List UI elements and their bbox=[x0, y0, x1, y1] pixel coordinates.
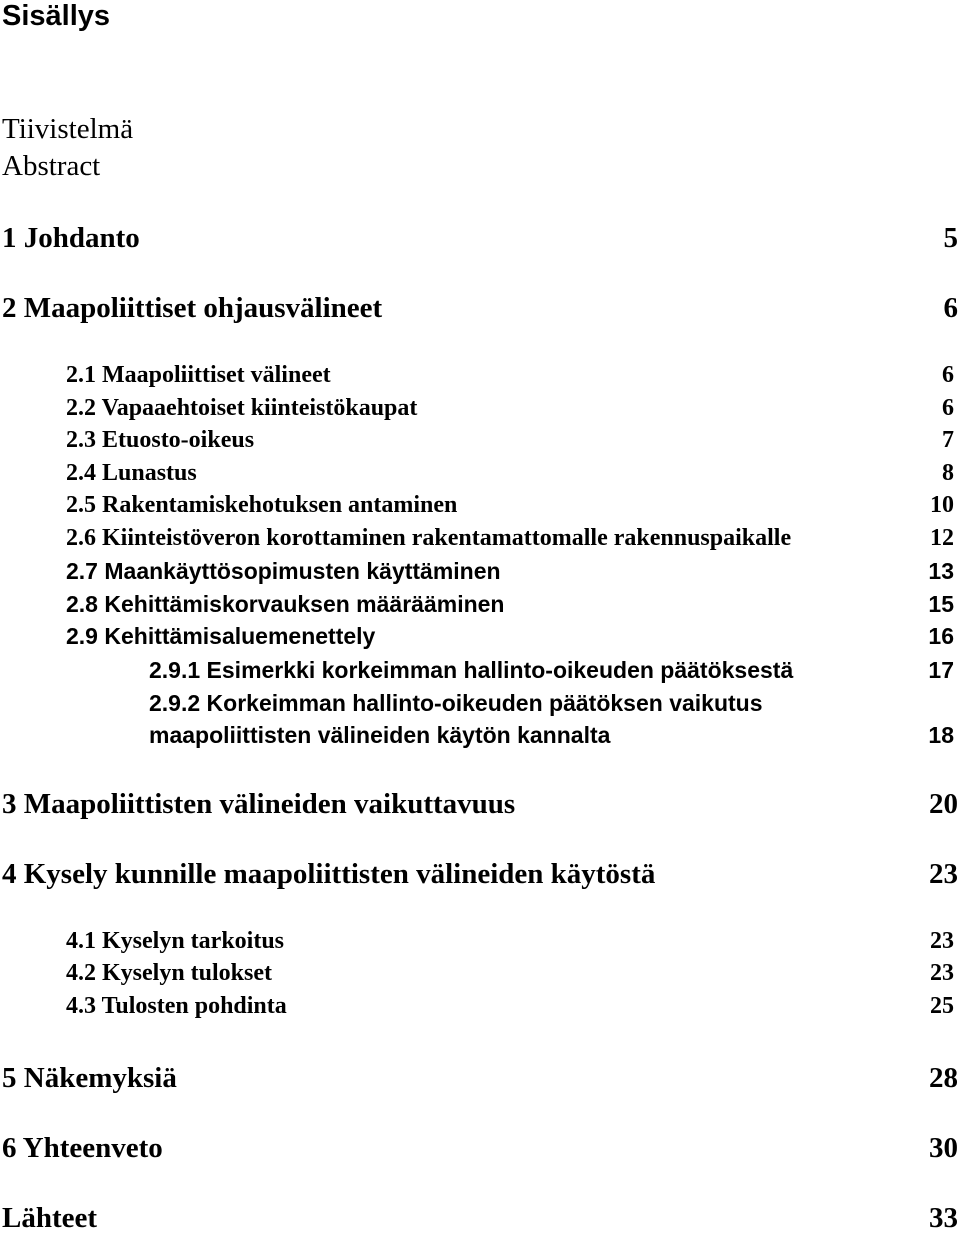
toc-references bbox=[0, 1202, 960, 1236]
toc-entry-title: 2.4 Lunastus bbox=[66, 460, 197, 486]
toc-entry-title: maapoliittisten välineiden käytön kannalta bbox=[149, 722, 611, 748]
toc-entry-title: Lähteet bbox=[2, 1202, 98, 1234]
toc-subsection-2-9-2-continued bbox=[0, 722, 960, 756]
toc-entry-title: 2 Maapoliittiset ohjausvälineet bbox=[2, 292, 383, 324]
toc-chapter-1 bbox=[0, 222, 960, 256]
toc-entry-page: 10 bbox=[930, 492, 954, 518]
toc-section-2-1 bbox=[0, 362, 960, 396]
toc-section-2-3 bbox=[0, 427, 960, 461]
toc-entry-page: 30 bbox=[929, 1132, 958, 1164]
toc-entry-title: 2.8 Kehittämiskorvauksen määrääminen bbox=[66, 591, 505, 617]
toc-entry-title: 2.9.1 Esimerkki korkeimman hallinto-oikeuden päätöksestä bbox=[149, 657, 794, 683]
toc-section-4-1 bbox=[0, 928, 960, 962]
toc-section-4-2 bbox=[0, 960, 960, 994]
toc-section-4-3 bbox=[0, 993, 960, 1027]
toc-entry-page: 5 bbox=[943, 222, 958, 254]
toc-entry-page: 18 bbox=[928, 722, 954, 748]
toc-entry-page: 23 bbox=[930, 928, 954, 954]
toc-section-2-9 bbox=[0, 623, 960, 657]
toc-chapter-3 bbox=[0, 788, 960, 822]
toc-section-2-4 bbox=[0, 460, 960, 494]
toc-entry-title: 1 Johdanto bbox=[2, 222, 140, 254]
toc-entry-page: 20 bbox=[929, 788, 958, 820]
toc-entry-page: 6 bbox=[943, 292, 958, 324]
toc-entry-page: 28 bbox=[929, 1062, 958, 1094]
toc-entry-title: 2.1 Maapoliittiset välineet bbox=[66, 362, 331, 388]
toc-section-2-8 bbox=[0, 591, 960, 625]
toc-heading: Sisällys bbox=[2, 0, 111, 32]
toc-chapter-6 bbox=[0, 1132, 960, 1166]
toc-subsection-2-9-1 bbox=[0, 657, 960, 691]
toc-chapter-4 bbox=[0, 858, 960, 892]
toc-entry-page: 12 bbox=[930, 525, 954, 551]
toc-entry-title: 4.3 Tulosten pohdinta bbox=[66, 993, 287, 1019]
toc-entry-title: 4.2 Kyselyn tulokset bbox=[66, 960, 273, 986]
toc-section-2-5 bbox=[0, 492, 960, 526]
toc-entry-page: 7 bbox=[942, 427, 954, 453]
toc-entry-title: 2.2 Vapaaehtoiset kiinteistökaupat bbox=[66, 395, 418, 421]
toc-entry-title: 3 Maapoliittisten välineiden vaikuttavuus bbox=[2, 788, 516, 820]
toc-entry-title: 2.7 Maankäyttösopimusten käyttäminen bbox=[66, 558, 501, 584]
toc-entry-page: 23 bbox=[930, 960, 954, 986]
toc-entry-page: 25 bbox=[930, 993, 954, 1019]
toc-entry-title: 5 Näkemyksiä bbox=[2, 1062, 177, 1094]
toc-entry-page: 23 bbox=[929, 858, 958, 890]
toc-chapter-2 bbox=[0, 292, 960, 326]
toc-section-2-2 bbox=[0, 395, 960, 429]
toc-entry-page: 15 bbox=[928, 591, 954, 617]
toc-entry-title: 4 Kysely kunnille maapoliittisten välineiden käytöstä bbox=[2, 858, 656, 890]
toc-section-2-7 bbox=[0, 558, 960, 592]
toc-entry-page: 13 bbox=[928, 558, 954, 584]
toc-entry-page: 17 bbox=[928, 657, 954, 683]
toc-entry-title: 6 Yhteenveto bbox=[2, 1132, 163, 1164]
toc-entry-title: 2.6 Kiinteistöveron korottaminen rakentamattomalle rakennuspaikalle bbox=[66, 525, 792, 551]
toc-entry-title: 2.9 Kehittämisaluemenettely bbox=[66, 623, 376, 649]
toc-entry-page: 33 bbox=[929, 1202, 958, 1234]
toc-entry-page: 8 bbox=[942, 460, 954, 486]
toc-section-2-6 bbox=[0, 525, 960, 559]
toc-subsection-2-9-2 bbox=[0, 690, 960, 724]
toc-chapter-5 bbox=[0, 1062, 960, 1096]
toc-front-matter-tiivistelma: Tiivistelmä bbox=[2, 113, 134, 145]
toc-entry-page: 6 bbox=[942, 362, 954, 388]
toc-entry-page: 6 bbox=[942, 395, 954, 421]
toc-front-matter-abstract: Abstract bbox=[2, 150, 101, 182]
toc-entry-page: 16 bbox=[928, 623, 954, 649]
toc-entry-title: 2.5 Rakentamiskehotuksen antaminen bbox=[66, 492, 458, 518]
toc-entry-title: 4.1 Kyselyn tarkoitus bbox=[66, 928, 285, 954]
toc-entry-title: 2.3 Etuosto-oikeus bbox=[66, 427, 255, 453]
toc-entry-title: 2.9.2 Korkeimman hallinto-oikeuden päätöksen vaikutus bbox=[149, 690, 763, 716]
